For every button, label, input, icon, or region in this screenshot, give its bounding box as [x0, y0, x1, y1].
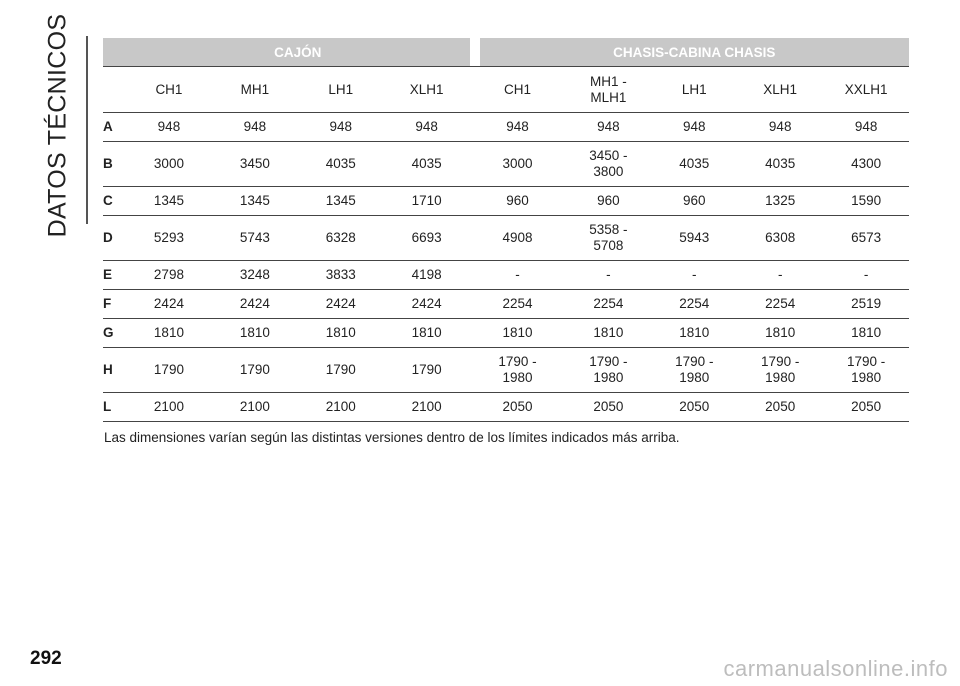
- table-cell: 948: [470, 113, 566, 142]
- table-cell: 948: [298, 113, 384, 142]
- table-cell: 4035: [651, 142, 737, 187]
- table-cell: 2050: [737, 393, 823, 422]
- table-cell: 2798: [126, 261, 212, 290]
- table-cell: 6308: [737, 216, 823, 261]
- row-label: B: [103, 142, 126, 187]
- table-cell: 1790 - 1980: [651, 348, 737, 393]
- table-cell: 1810: [470, 319, 566, 348]
- table-row: [103, 113, 909, 142]
- table-cell: 948: [212, 113, 298, 142]
- table-cell: 2254: [737, 290, 823, 319]
- table-cell: 5943: [651, 216, 737, 261]
- table-cell: 5358 - 5708: [565, 216, 651, 261]
- table-cell: -: [470, 261, 566, 290]
- table-cell: 2424: [126, 290, 212, 319]
- table-cell: 1810: [384, 319, 470, 348]
- table-cell: 1345: [212, 187, 298, 216]
- table-cell: 2100: [298, 393, 384, 422]
- column-header-row: [103, 67, 909, 113]
- table-row: [103, 290, 909, 319]
- table-cell: 948: [737, 113, 823, 142]
- table-row: [103, 142, 909, 187]
- table-cell: 2050: [565, 393, 651, 422]
- table-row: [103, 319, 909, 348]
- table-cell: 6328: [298, 216, 384, 261]
- table-cell: 948: [384, 113, 470, 142]
- table-cell: 4908: [470, 216, 566, 261]
- table-row: [103, 187, 909, 216]
- table-row: [103, 393, 909, 422]
- table-cell: 1325: [737, 187, 823, 216]
- table-cell: 3833: [298, 261, 384, 290]
- section-divider: [86, 36, 88, 224]
- table-cell: 2050: [470, 393, 566, 422]
- table-row: [103, 261, 909, 290]
- table-cell: 5743: [212, 216, 298, 261]
- table-cell: 2254: [565, 290, 651, 319]
- footnote: Las dimensiones varían según las distintas versiones dentro de los límites indicados más arriba.: [104, 430, 680, 445]
- table-cell: 960: [565, 187, 651, 216]
- table-cell: 4300: [823, 142, 909, 187]
- row-label: C: [103, 187, 126, 216]
- column-header: LH1: [298, 67, 384, 113]
- page-number: 292: [30, 648, 62, 669]
- table-row: [103, 348, 909, 393]
- table-cell: 2100: [384, 393, 470, 422]
- group-header-chasis: CHASIS-CABINA CHASIS: [480, 38, 909, 67]
- table-cell: 948: [565, 113, 651, 142]
- table-cell: 2424: [212, 290, 298, 319]
- table-cell: -: [823, 261, 909, 290]
- table-cell: 1810: [737, 319, 823, 348]
- table-cell: 6693: [384, 216, 470, 261]
- table-cell: 1710: [384, 187, 470, 216]
- table-cell: 1790: [212, 348, 298, 393]
- table-cell: 1790 - 1980: [470, 348, 566, 393]
- table-cell: 1790 - 1980: [565, 348, 651, 393]
- column-header: XLH1: [737, 67, 823, 113]
- table-cell: 2050: [651, 393, 737, 422]
- table-cell: 1810: [298, 319, 384, 348]
- table-cell: 6573: [823, 216, 909, 261]
- table-cell: 2100: [212, 393, 298, 422]
- table-cell: 1810: [212, 319, 298, 348]
- table-cell: 3248: [212, 261, 298, 290]
- row-label: A: [103, 113, 126, 142]
- row-label: G: [103, 319, 126, 348]
- table-cell: 4035: [298, 142, 384, 187]
- column-header: MH1: [212, 67, 298, 113]
- table-cell: 4035: [737, 142, 823, 187]
- table-cell: -: [565, 261, 651, 290]
- table-cell: 2424: [384, 290, 470, 319]
- group-header-blank: [103, 38, 126, 67]
- group-header-cajon: CAJÓN: [126, 38, 470, 67]
- table-cell: 2519: [823, 290, 909, 319]
- table-body: [103, 113, 909, 422]
- table-cell: 1790 - 1980: [737, 348, 823, 393]
- row-label: E: [103, 261, 126, 290]
- table-cell: 1790: [298, 348, 384, 393]
- group-header-gap: [470, 38, 480, 67]
- table-cell: 960: [651, 187, 737, 216]
- row-label: L: [103, 393, 126, 422]
- table-cell: 1590: [823, 187, 909, 216]
- table-cell: 1810: [823, 319, 909, 348]
- table-cell: -: [651, 261, 737, 290]
- table-cell: 3000: [126, 142, 212, 187]
- column-header: XXLH1: [823, 67, 909, 113]
- table-cell: 1790 - 1980: [823, 348, 909, 393]
- table-cell: 1810: [126, 319, 212, 348]
- table-cell: 1810: [651, 319, 737, 348]
- table-cell: 1790: [384, 348, 470, 393]
- table-cell: 948: [126, 113, 212, 142]
- column-header: CH1: [126, 67, 212, 113]
- table-cell: 3450 - 3800: [565, 142, 651, 187]
- table-cell: 2424: [298, 290, 384, 319]
- table-cell: 1345: [298, 187, 384, 216]
- table-cell: 1810: [565, 319, 651, 348]
- dimensions-table: [103, 38, 909, 422]
- table-cell: 5293: [126, 216, 212, 261]
- table-cell: 1790: [126, 348, 212, 393]
- table-cell: 948: [651, 113, 737, 142]
- table-cell: 4035: [384, 142, 470, 187]
- section-title: [38, 13, 78, 237]
- table-cell: 1345: [126, 187, 212, 216]
- column-header: MH1 - MLH1: [565, 67, 651, 113]
- watermark: carmanualsonline.info: [723, 656, 948, 681]
- table-cell: 3000: [470, 142, 566, 187]
- row-label: F: [103, 290, 126, 319]
- row-label: H: [103, 348, 126, 393]
- row-label: D: [103, 216, 126, 261]
- section-title-text: DATOS TÉCNICOS: [43, 13, 72, 237]
- column-header: LH1: [651, 67, 737, 113]
- column-header-blank: [103, 67, 126, 113]
- column-header: XLH1: [384, 67, 470, 113]
- table-cell: 948: [823, 113, 909, 142]
- table-cell: 4198: [384, 261, 470, 290]
- table-cell: 3450: [212, 142, 298, 187]
- column-header: CH1: [470, 67, 566, 113]
- table-row: [103, 216, 909, 261]
- table-cell: 2254: [470, 290, 566, 319]
- group-header-row: [103, 38, 909, 67]
- table-cell: 2254: [651, 290, 737, 319]
- table-cell: 2050: [823, 393, 909, 422]
- table-cell: -: [737, 261, 823, 290]
- table-cell: 2100: [126, 393, 212, 422]
- table-cell: 960: [470, 187, 566, 216]
